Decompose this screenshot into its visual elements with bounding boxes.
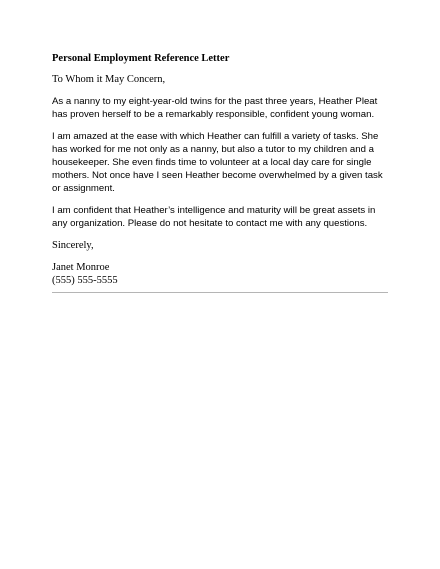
signer-phone: (555) 555-5555 — [52, 275, 118, 286]
paragraph-duties: I am amazed at the ease with which Heather can fulfill a variety of tasks. She has worked for me not only as a nanny, but also a tutor to my children and a housekeeper. She even finds time to volunteer at a local day care for single mothers. Not once have I seen Heather become overwhelmed by a given task or assignment. — [52, 131, 383, 194]
letter-title: Personal Employment Reference Letter — [52, 53, 230, 64]
salutation: To Whom it May Concern, — [52, 74, 166, 85]
paragraph-intro: As a nanny to my eight-year-old twins for the past three years, Heather Pleat has proven herself to be a remarkably responsible, confident young woman. — [52, 96, 378, 120]
paragraph-recommendation: I am confident that Heather’s intelligence and maturity will be great assets in any organization. Please do not hesitate to contact me with any questions. — [52, 205, 376, 229]
signer-name: Janet Monroe — [52, 262, 110, 273]
closing: Sincerely, — [52, 240, 94, 251]
reference-letter — [52, 52, 392, 287]
divider-line — [52, 292, 388, 293]
